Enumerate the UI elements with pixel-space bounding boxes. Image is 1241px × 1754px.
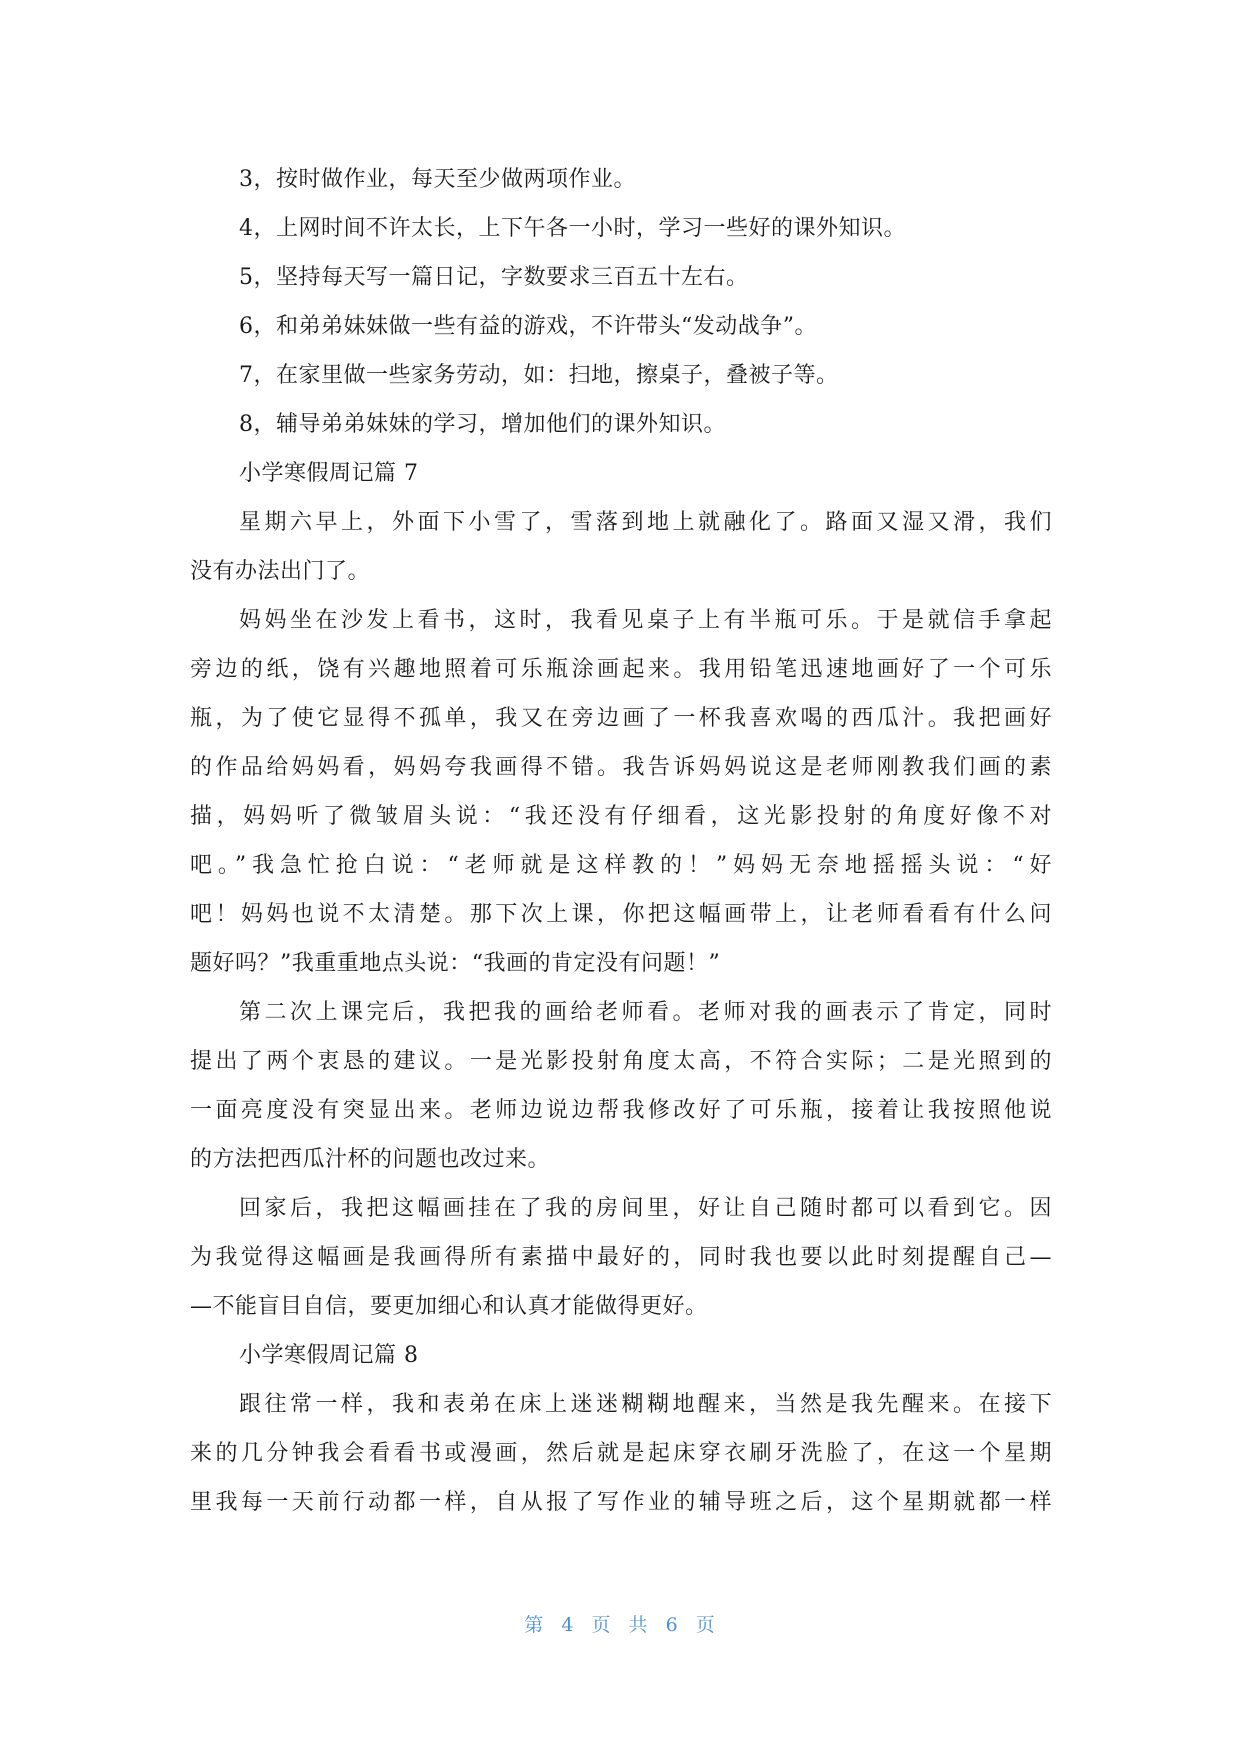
- footer-word: 页: [695, 1614, 717, 1636]
- paragraph-line: 妈妈坐在沙发上看书，这时，我看见桌子上有半瓶可乐。于是就信手拿起: [239, 608, 1052, 633]
- paragraph-line: 旁边的纸，饶有兴趣地照着可乐瓶涂画起来。我用铅笔迅速地画好了一个可乐: [190, 657, 1052, 682]
- paragraph-line: 提出了两个衷恳的建议。一是光影投射角度太高，不符合实际；二是光照到的: [190, 1049, 1052, 1074]
- paragraph-line: 为我觉得这幅画是我画得所有素描中最好的，同时我也要以此时刻提醒自己—: [190, 1245, 1052, 1270]
- current-page-number: 4: [561, 1614, 576, 1636]
- list-item: 7，在家里做一些家务劳动，如：扫地，擦桌子，叠被子等。: [239, 363, 839, 388]
- paragraph-line: 瓶，为了使它显得不孤单，我又在旁边画了一杯我喜欢喝的西瓜汁。我把画好: [190, 706, 1052, 731]
- total-page-count: 6: [665, 1614, 680, 1636]
- paragraph-line: 一面亮度没有突显出来。老师边说边帮我修改好了可乐瓶，接着让我按照他说: [190, 1098, 1052, 1123]
- paragraph-line: 的作品给妈妈看，妈妈夸我画得不错。我告诉妈妈说这是老师刚教我们画的素: [190, 755, 1052, 780]
- list-item: 3，按时做作业，每天至少做两项作业。: [239, 167, 636, 192]
- paragraph-line: 题好吗？”我重重地点头说：“我画的肯定没有问题！”: [190, 951, 721, 976]
- paragraph-line: 星期六早上，外面下小雪了，雪落到地上就融化了。路面又湿又滑，我们: [239, 510, 1052, 535]
- list-item: 5，坚持每天写一篇日记，字数要求三百五十左右。: [239, 265, 749, 290]
- list-item: 6，和弟弟妹妹做一些有益的游戏，不许带头“发动战争”。: [239, 314, 817, 339]
- paragraph-line: —不能盲目自信，要更加细心和认真才能做得更好。: [190, 1294, 708, 1319]
- paragraph-line: 的方法把西瓜汁杯的问题也改过来。: [190, 1147, 551, 1172]
- section-8-title: 小学寒假周记篇 8: [239, 1343, 419, 1368]
- footer-word: 页: [591, 1614, 613, 1636]
- document-body: [190, 155, 1052, 1527]
- section-7-title: 小学寒假周记篇 7: [239, 461, 419, 486]
- paragraph-line: 吧。”我急忙抢白说：“老师就是这样教的！”妈妈无奈地摇摇头说：“好: [190, 853, 1052, 878]
- paragraph-line: 里我每一天前行动都一样，自从报了写作业的辅导班之后，这个星期就都一样: [190, 1490, 1052, 1515]
- paragraph-line: 描，妈妈听了微皱眉头说：“我还没有仔细看，这光影投射的角度好像不对: [190, 804, 1052, 829]
- list-item: 4，上网时间不许太长，上下午各一小时，学习一些好的课外知识。: [239, 216, 906, 241]
- list-item: 8，辅导弟弟妹妹的学习，增加他们的课外知识。: [239, 412, 726, 437]
- paragraph-line: 吧！妈妈也说不太清楚。那下次上课，你把这幅画带上，让老师看看有什么问: [190, 902, 1052, 927]
- paragraph-line: 没有办法出门了。: [190, 559, 371, 584]
- page-footer: [0, 1610, 1241, 1637]
- paragraph-line: 来的几分钟我会看看书或漫画，然后就是起床穿衣刷牙洗脸了，在这一个星期: [190, 1441, 1052, 1466]
- paragraph-line: 回家后，我把这幅画挂在了我的房间里，好让自己随时都可以看到它。因: [239, 1196, 1052, 1221]
- footer-word: 第: [524, 1614, 546, 1636]
- paragraph-line: 第二次上课完后，我把我的画给老师看。老师对我的画表示了肯定，同时: [239, 1000, 1052, 1025]
- footer-word: 共: [628, 1614, 650, 1636]
- paragraph-line: 跟往常一样，我和表弟在床上迷迷糊糊地醒来，当然是我先醒来。在接下: [239, 1392, 1052, 1417]
